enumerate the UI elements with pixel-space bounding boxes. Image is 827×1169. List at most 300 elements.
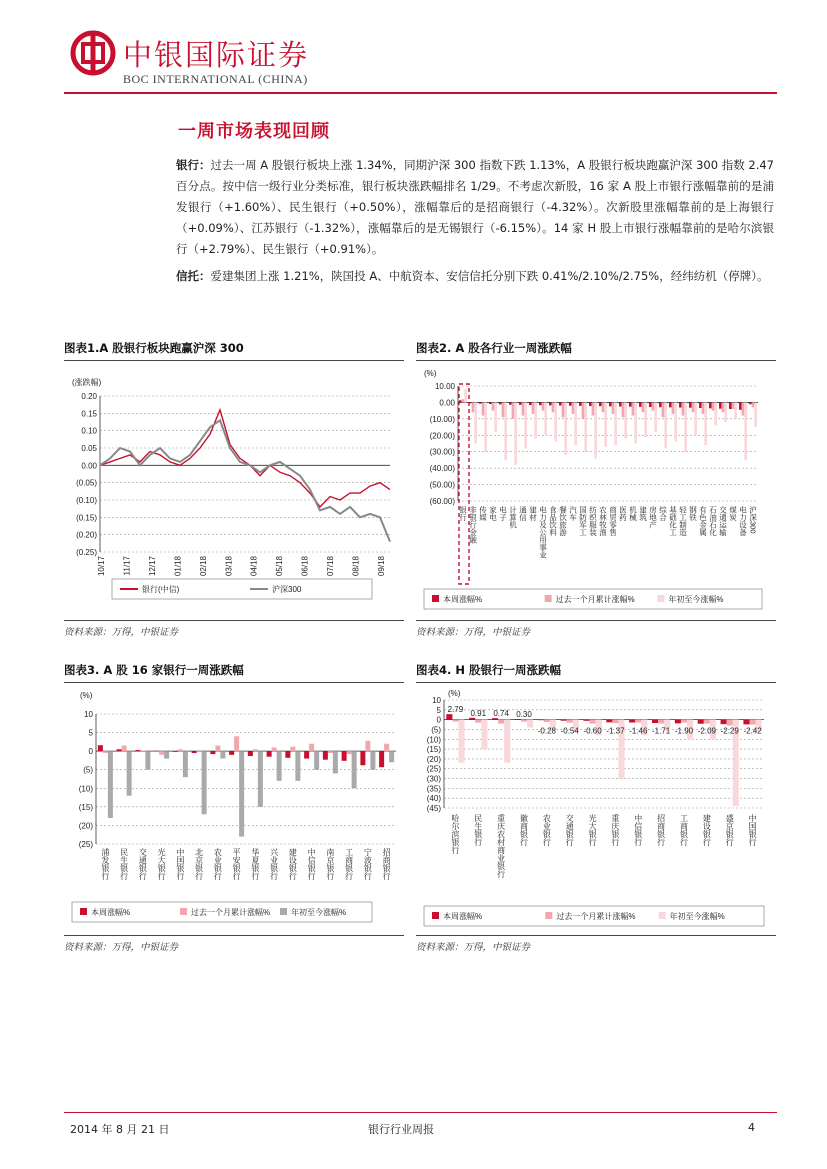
header-divider <box>64 92 777 94</box>
fig2-bar <box>559 402 562 405</box>
fig4-data-label: -2.42 <box>743 726 762 736</box>
fig1-legend-label: 沪深300 <box>272 585 302 594</box>
fig2-bar <box>529 402 532 405</box>
fig3-bar <box>314 751 319 770</box>
fig2-bar <box>664 402 667 448</box>
fig2-bar <box>624 402 627 438</box>
fig2-x-tick: 餐饮旅游 <box>558 506 568 536</box>
fig4-data-label: -0.54 <box>560 726 579 736</box>
fig2-y-tick: (20.00) <box>429 431 455 441</box>
fig2-bar <box>504 402 507 460</box>
fig2-bottom-rule <box>416 620 776 621</box>
fig3-bar <box>117 749 122 751</box>
fig2-bar <box>524 402 527 448</box>
fig1-y-tick: 0.15 <box>81 409 97 419</box>
fig2-bar <box>739 402 742 409</box>
fig3-legend-swatch <box>180 908 187 915</box>
fig3-bar <box>140 750 145 751</box>
fig2-bar <box>704 402 707 445</box>
fig4-bar <box>652 720 658 723</box>
bank-body: 过去一周 A 股银行板块上涨 1.34%，同期沪深 300 指数下跌 1.13%，A 股银行板块跑赢沪深 300 指数 2.47 百分点。按中信一级行业分类标准，银行板块涨跌幅排名 1/29。不考虑次新股，16 家 A 股上市银行涨幅靠前的是浦发银行（+1.60%）、民生银行（+0.50%），涨幅靠后的是招商银行（-4.32%）。次新股里涨幅靠前的是上海银行（+0.09%）、江苏银行（-1.32%），涨幅靠后的是无锡银行（-6.15%）。14 家 H 股上市银行涨幅靠前的是哈尔滨银行（+2.79%）、民生银行（+0.91%）。 <box>176 158 775 256</box>
fig3-bar <box>295 751 300 781</box>
fig1-legend-label: 银行(中信) <box>142 585 180 594</box>
fig4-bar <box>658 720 664 724</box>
fig3-bar <box>202 751 207 814</box>
fig4-y-tick: (35) <box>426 784 441 794</box>
fig3-bar <box>192 751 197 753</box>
fig3-x-tick: 交通银行 <box>138 848 148 880</box>
brand-name-en: BOC INTERNATIONAL (CHINA) <box>123 72 308 86</box>
fig4-data-label: -1.46 <box>629 726 648 736</box>
fig4-bar <box>567 720 573 723</box>
trust-body: 爱建集团上涨 1.21%，陕国投 A、中航资本、安信信托分别下跌 0.41%/2.10%/2.75%，经纬纺机（停牌）。 <box>210 269 769 283</box>
fig2-x-tick: 商贸零售 <box>608 506 618 536</box>
fig4-bar <box>481 720 487 749</box>
fig3-bar <box>323 751 328 760</box>
chart-fig1 <box>64 366 404 616</box>
fig1-series-line <box>100 410 390 507</box>
fig3-bar <box>309 744 314 751</box>
fig4-bar <box>504 720 510 763</box>
fig4-x-tick: 建设银行 <box>702 814 712 846</box>
fig3-bar <box>258 751 263 807</box>
fig4-y-tick: (15) <box>426 745 441 755</box>
fig3-legend-swatch <box>80 908 87 915</box>
fig2-bar <box>719 402 722 408</box>
fig3-bar <box>239 751 244 836</box>
footer-date: 2014 年 8 月 21 日 <box>70 1123 170 1136</box>
fig2-bar <box>549 402 552 405</box>
fig2-bar <box>752 402 755 407</box>
fig4-bar <box>469 718 475 720</box>
fig4-bar <box>721 720 727 724</box>
fig2-bar <box>632 402 635 415</box>
fig4-legend-swatch <box>545 912 552 919</box>
fig4-x-tick: 盛京银行 <box>725 814 735 846</box>
fig2-bar <box>689 402 692 407</box>
fig2-bar <box>564 402 567 455</box>
fig4-x-tick: 重庆农村商业银行 <box>496 814 506 878</box>
fig2-bar <box>479 402 482 403</box>
fig2-bar <box>502 402 505 417</box>
fig2-bar <box>694 402 697 435</box>
fig3-bar <box>135 750 140 751</box>
fig2-bar <box>572 402 575 414</box>
fig2-bar <box>742 402 745 415</box>
fig3-title: 图表3. A 股 16 家银行一周涨跌幅 <box>64 663 244 677</box>
fig4-bar <box>521 720 527 722</box>
fig4-bar <box>561 720 567 721</box>
fig4-bar <box>750 720 756 725</box>
fig2-bar <box>604 402 607 446</box>
fig1-source: 资料来源：万得，中银证券 <box>64 627 179 638</box>
fig2-bar <box>652 402 655 410</box>
fig2-bar <box>724 402 727 422</box>
fig4-bar <box>698 720 704 724</box>
fig2-y-tick: 0.00 <box>439 398 455 408</box>
fig1-x-tick: 11/17 <box>122 556 132 576</box>
fig3-y-tick: (25) <box>78 840 93 849</box>
fig2-bar <box>592 402 595 415</box>
fig2-bar <box>614 402 617 445</box>
chart-fig3 <box>64 686 404 931</box>
fig2-bar <box>582 402 585 418</box>
fig4-title: 图表4. H 股银行一周涨跌幅 <box>416 663 562 677</box>
fig4-bar <box>458 720 464 763</box>
fig3-bar <box>215 746 220 752</box>
fig3-bar <box>304 751 309 758</box>
fig4-bar <box>492 718 498 719</box>
fig4-bar <box>681 720 687 723</box>
fig2-bar <box>554 402 557 441</box>
fig2-bar <box>749 402 752 404</box>
fig2-bar <box>552 402 555 412</box>
fig4-y-tick: 5 <box>436 705 441 715</box>
brand-name-cn: 中银国际证券 <box>123 38 310 72</box>
fig3-y-label: (%) <box>80 691 93 700</box>
fig2-bar <box>722 402 725 412</box>
fig3-x-tick: 南京银行 <box>325 848 335 880</box>
fig3-legend-label: 本周涨幅% <box>91 908 131 917</box>
fig3-x-tick: 建设银行 <box>288 848 298 880</box>
fig4-top-rule <box>416 682 776 683</box>
fig3-y-tick: (20) <box>78 821 93 831</box>
fig4-bar <box>475 720 481 723</box>
fig2-bar <box>489 402 492 404</box>
fig4-x-tick: 民生银行 <box>473 814 483 846</box>
fig3-bar <box>210 751 215 754</box>
fig4-x-tick: 徽商银行 <box>519 814 529 846</box>
fig3-bar <box>173 751 178 752</box>
fig2-top-rule <box>416 360 776 361</box>
fig1-y-tick: 0.10 <box>81 426 97 436</box>
fig1-y-tick: (0.15) <box>76 513 97 523</box>
fig2-y-tick: (40.00) <box>429 464 455 474</box>
fig3-legend-label: 过去一个月累计涨幅% <box>191 908 271 917</box>
fig4-legend-label: 年初至今涨幅% <box>669 912 725 921</box>
fig4-bar <box>590 720 596 724</box>
fig3-bar <box>285 751 290 758</box>
fig2-legend-label: 本周涨幅% <box>443 595 483 604</box>
fig2-x-tick: 通信 <box>518 506 528 521</box>
fig3-y-tick: 0 <box>88 747 93 757</box>
fig4-x-tick: 工商银行 <box>679 814 689 846</box>
fig3-x-tick: 浦发银行 <box>100 848 110 880</box>
fig2-y-tick: (50.00) <box>429 480 455 490</box>
fig3-bar <box>267 751 272 757</box>
fig3-bar <box>183 751 188 777</box>
trust-label: 信托： <box>176 269 211 283</box>
fig4-bar <box>727 720 733 726</box>
fig2-bar <box>482 402 485 415</box>
fig2-bar <box>734 402 737 418</box>
fig4-data-label: -2.09 <box>697 726 716 736</box>
fig2-x-tick: 非银行金融 <box>468 506 478 544</box>
fig2-bar <box>679 402 682 407</box>
fig4-x-tick: 中信银行 <box>633 814 643 846</box>
footer-report-name: 银行行业周报 <box>368 1123 434 1136</box>
fig2-legend-swatch <box>545 595 552 602</box>
fig3-x-tick: 光大银行 <box>157 848 167 880</box>
fig2-bar <box>499 402 502 404</box>
fig2-bar <box>729 402 732 409</box>
fig4-legend-label: 过去一个月累计涨幅% <box>556 912 636 921</box>
fig1-top-rule <box>64 360 404 361</box>
fig1-x-tick: 07/18 <box>326 556 336 577</box>
paragraph-trust <box>176 266 774 287</box>
fig3-bar <box>277 751 282 781</box>
fig2-bar <box>669 402 672 407</box>
fig4-data-label: 2.79 <box>447 705 464 715</box>
fig4-source: 资料来源：万得，中银证券 <box>416 942 531 953</box>
fig2-bar <box>639 402 642 406</box>
fig4-bar <box>612 720 618 724</box>
fig1-y-tick: (0.25) <box>76 548 97 557</box>
fig2-bar <box>472 402 475 412</box>
fig4-bar <box>629 720 635 723</box>
fig3-bar <box>347 751 352 754</box>
fig2-y-tick: (30.00) <box>429 447 455 457</box>
fig4-bar <box>527 720 533 728</box>
fig2-bar <box>649 402 652 407</box>
fig2-x-tick: 计算机 <box>508 506 518 529</box>
fig4-bar <box>675 720 681 724</box>
fig2-bar <box>562 402 565 417</box>
fig2-bar <box>672 402 675 414</box>
fig4-bar <box>583 720 589 721</box>
fig2-bar <box>569 402 572 405</box>
footer-divider <box>64 1112 777 1113</box>
fig3-x-tick: 中信银行 <box>307 848 317 880</box>
fig4-bar <box>635 720 641 723</box>
fig3-x-tick: 招商银行 <box>382 848 392 880</box>
fig4-x-tick: 重庆银行 <box>610 814 620 846</box>
fig3-x-tick: 华夏银行 <box>250 848 260 880</box>
fig2-bar <box>492 402 495 410</box>
fig2-bar <box>619 402 622 406</box>
fig2-legend-label: 过去一个月累计涨幅% <box>555 595 635 604</box>
fig2-highlight-box <box>459 384 469 584</box>
fig2-bar <box>662 402 665 417</box>
fig2-bar <box>659 402 662 407</box>
fig2-x-tick: 电力及公用事业 <box>538 506 548 559</box>
fig4-data-label: 0.74 <box>493 709 509 719</box>
fig2-bar <box>509 402 512 404</box>
fig4-y-tick: (40) <box>426 794 441 804</box>
fig1-bottom-rule <box>64 620 404 621</box>
fig2-legend-label: 年初至今涨幅% <box>668 595 724 604</box>
fig4-data-label: -1.90 <box>674 726 694 736</box>
fig1-y-tick: (0.20) <box>76 530 97 540</box>
fig2-legend-swatch <box>432 595 439 602</box>
fig1-y-tick: (0.10) <box>76 496 97 505</box>
fig2-y-tick: (10.00) <box>429 414 455 424</box>
fig4-data-label: -1.71 <box>652 726 671 736</box>
section-title: 一周市场表现回顾 <box>178 121 330 142</box>
fig2-y-tick: 10.00 <box>434 382 455 391</box>
fig2-bar <box>534 402 537 438</box>
fig2-x-tick: 钢铁 <box>688 506 698 521</box>
fig3-bar <box>333 751 338 773</box>
fig2-x-tick: 纺织服装 <box>588 506 598 536</box>
fig3-bar <box>164 751 169 758</box>
fig2-x-tick: 食品饮料 <box>548 506 558 536</box>
fig2-bar <box>544 402 547 435</box>
fig1-title: 图表1.A 股银行板块跑赢沪深 300 <box>64 341 244 355</box>
fig2-y-label: (%) <box>424 369 437 378</box>
fig2-x-tick: 电子 <box>498 506 508 521</box>
fig4-x-tick: 哈尔滨银行 <box>450 814 460 854</box>
fig4-data-label: -0.28 <box>537 726 556 736</box>
fig1-x-tick: 02/18 <box>198 556 208 577</box>
fig2-bar <box>654 402 657 432</box>
fig2-bar <box>579 402 582 405</box>
fig4-data-label: 0.30 <box>516 710 532 720</box>
fig4-data-label: -0.60 <box>583 726 602 736</box>
chart-fig2 <box>416 366 776 616</box>
fig2-x-tick: 建筑 <box>638 506 648 521</box>
fig2-bar <box>484 402 487 451</box>
fig4-y-tick: 10 <box>432 696 441 705</box>
fig2-bar <box>594 402 597 458</box>
fig3-bar <box>220 751 225 758</box>
fig3-bar <box>370 751 375 770</box>
fig2-x-tick: 机械 <box>628 506 638 521</box>
fig2-bar <box>692 402 695 412</box>
fig1-x-tick: 09/18 <box>377 556 386 577</box>
fig3-y-tick: (15) <box>78 802 93 812</box>
fig1-y-tick: 0.05 <box>81 444 97 453</box>
fig2-x-tick: 沪深300 <box>748 506 758 534</box>
fig3-y-tick: (5) <box>83 765 93 775</box>
fig4-y-tick: (5) <box>431 725 441 735</box>
fig3-y-tick: (10) <box>78 784 93 794</box>
fig3-legend-label: 年初至今涨幅% <box>291 908 347 917</box>
fig4-bar <box>544 720 550 722</box>
fig3-x-tick: 工商银行 <box>344 848 354 880</box>
fig3-x-tick: 平安银行 <box>232 848 242 880</box>
fig2-x-tick: 煤炭 <box>728 506 738 521</box>
fig4-y-tick: (20) <box>426 754 441 764</box>
fig2-bar <box>462 399 465 402</box>
fig2-x-tick: 石油石化 <box>708 506 718 536</box>
fig2-x-tick: 农林牧渔 <box>598 506 608 536</box>
fig3-y-tick: 5 <box>88 728 93 738</box>
fig1-y-tick: (0.05) <box>76 478 97 488</box>
chart-fig4 <box>416 686 776 931</box>
fig2-bar <box>519 402 522 404</box>
fig3-y-tick: 10 <box>84 710 93 719</box>
fig3-bar <box>272 747 277 751</box>
fig4-y-label: (%) <box>448 689 461 698</box>
fig4-y-tick: 0 <box>436 715 441 725</box>
fig1-x-tick: 10/17 <box>97 556 106 577</box>
fig1-y-tick: 0.00 <box>81 461 97 471</box>
fig2-x-tick: 轻工制造 <box>678 506 688 536</box>
fig3-bar <box>352 751 357 788</box>
fig2-x-tick: 基础化工 <box>668 506 678 536</box>
fig2-bar <box>512 402 515 418</box>
fig3-bar <box>379 751 384 767</box>
boc-logo-icon <box>70 30 116 76</box>
fig3-bar <box>234 736 239 751</box>
fig4-data-label: 0.91 <box>470 708 487 718</box>
fig3-bar <box>342 751 347 761</box>
fig2-bar <box>584 402 587 451</box>
fig3-bar <box>98 745 103 751</box>
fig2-x-tick: 建材 <box>528 506 538 521</box>
fig2-bar <box>629 402 632 406</box>
fig3-bar <box>127 751 132 796</box>
fig2-bar <box>609 402 612 406</box>
paragraph-bank <box>176 155 774 260</box>
fig1-x-tick: 08/18 <box>351 556 361 577</box>
fig4-bar <box>743 720 749 725</box>
fig2-bar <box>532 402 535 414</box>
fig2-bar <box>522 402 525 415</box>
fig4-legend-swatch <box>659 912 666 919</box>
fig4-data-label: -1.37 <box>606 726 625 736</box>
fig3-bar <box>248 751 253 756</box>
fig3-bar <box>229 751 234 755</box>
fig3-bar <box>290 747 295 751</box>
fig2-bar <box>714 402 717 425</box>
fig1-series-line <box>100 420 390 541</box>
fig3-bar <box>178 749 183 751</box>
fig1-x-tick: 06/18 <box>300 556 310 577</box>
fig1-y-tick: 0.20 <box>81 392 97 401</box>
fig2-bar <box>539 402 542 405</box>
fig3-bar <box>365 741 370 751</box>
fig2-bar <box>612 402 615 414</box>
fig4-bar <box>498 720 504 724</box>
fig3-x-tick: 兴业银行 <box>269 848 279 880</box>
fig3-bar <box>253 749 258 751</box>
fig3-x-tick: 中国银行 <box>175 848 185 880</box>
fig2-x-tick: 汽车 <box>568 506 578 521</box>
fig3-bar <box>154 751 159 752</box>
fig2-bar <box>599 402 602 406</box>
fig2-x-tick: 综合 <box>658 506 668 521</box>
fig2-legend-swatch <box>657 595 664 602</box>
fig4-bar <box>538 720 544 721</box>
fig2-bar <box>622 402 625 417</box>
fig2-x-tick: 有色金属 <box>698 506 708 536</box>
fig2-x-tick: 银行 <box>458 506 468 521</box>
fig2-bar <box>682 402 685 415</box>
fig2-bar <box>699 402 702 408</box>
fig2-x-tick: 国防军工 <box>578 506 588 536</box>
fig2-bar <box>644 402 647 437</box>
fig2-bar <box>589 402 592 406</box>
fig4-x-tick: 交通银行 <box>565 814 575 846</box>
fig3-bar <box>197 751 202 752</box>
fig2-x-tick: 交通运输 <box>718 506 728 536</box>
fig4-legend-swatch <box>432 912 439 919</box>
fig2-bar <box>494 402 497 432</box>
fig2-bar <box>709 402 712 408</box>
fig2-bar <box>744 402 747 460</box>
fig1-y-label: (涨跌幅) <box>72 378 102 387</box>
fig3-bottom-rule <box>64 935 404 936</box>
fig1-x-tick: 03/18 <box>224 556 234 577</box>
fig3-bar <box>145 751 150 770</box>
fig2-bar <box>712 402 715 410</box>
fig2-x-tick: 房地产 <box>648 506 658 529</box>
fig1-x-tick: 12/17 <box>147 556 157 577</box>
fig3-x-tick: 北京银行 <box>194 848 204 880</box>
fig3-bar <box>384 744 389 751</box>
